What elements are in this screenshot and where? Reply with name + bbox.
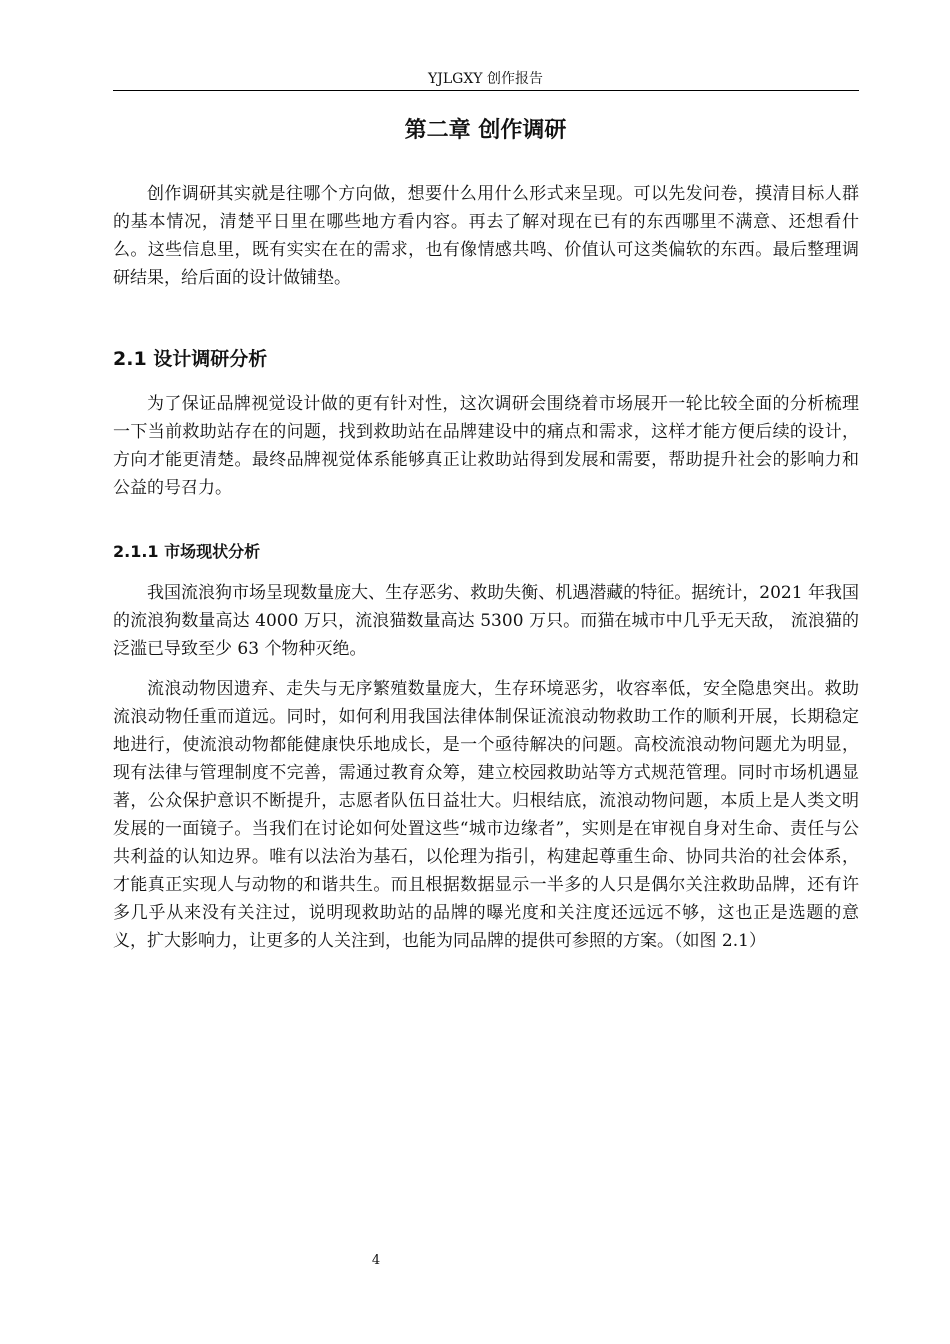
running-header: YJLGXY 创作报告: [428, 71, 543, 87]
market-paragraph-2: 流浪动物因遗弃、走失与无序繁殖数量庞大，生存环境恶劣，收容率低，安全隐患突出。救助流浪动物任重而道远。同时，如何利用我国法律体制保证流浪动物救助工作的顺利开展，长期稳定地进行，使流浪动物都能健康快乐地成长，是一个亟待解决的问题。高校流浪动物问题尤为明显，现有法律与管理制度不完善，需通过教育众筹，建立校园救助站等方式规范管理。同时市场机遇显著，公众保护意识不断提升，志愿者队伍日益壮大。归根结底，流浪动物问题，本质上是人类文明发展的一面镜子。当我们在讨论如何处置这些“城市边缘者”，实则是在审视自身对生命、责任与公共利益的认知边界。唯有以法治为基石，以伦理为指引，构建起尊重生命、协同共治的社会体系，才能真正实现人与动物的和谐共生。而且根据数据显示一半多的人只是偶尔关注救助品牌，还有许多几乎从来没有关注过，说明现救助站的品牌的曝光度和关注度还远远不够，这也正是选题的意义，扩大影响力，让更多的人关注到，也能为同品牌的提供可参照的方案。（如图 2.1）: [113, 679, 859, 951]
header-divider: [113, 90, 859, 91]
intro-paragraph: 创作调研其实就是往哪个方向做，想要什么用什么形式来呈现。可以先发问卷，摸清目标人群的基本情况，清楚平日里在哪些地方看内容。再去了解对现在已有的东西哪里不满意、还想看什么。这些信息里，既有实实在在的需求，也有像情感共鸣、价值认可这类偏软的东西。最后整理调研结果，给后面的设计做铺垫。: [113, 184, 859, 288]
market-paragraph-1: 我国流浪狗市场呈现数量庞大、生存恶劣、救助失衡、机遇潜藏的特征。据统计，2021 年我国的流浪狗数量高达 4000 万只，流浪猫数量高达 5300 万只。而猫在城市中几乎无天敌， 流浪猫的泛滥已导致至少 63 个物种灭绝。: [113, 583, 859, 659]
chapter-title: 第二章 创作调研: [404, 118, 567, 143]
section-2-1-paragraph: 为了保证品牌视觉设计做的更有针对性，这次调研会围绕着市场展开一轮比较全面的分析梳理一下当前救助站存在的问题，找到救助站在品牌建设中的痛点和需求，这样才能方便后续的设计，方向才能更清楚。最终品牌视觉体系能够真正让救助站得到发展和需要，帮助提升社会的影响力和公益的号召力。: [113, 394, 859, 498]
section-heading-2-1: 2.1 设计调研分析: [113, 348, 268, 370]
page-number: 4: [371, 1253, 381, 1268]
section-heading-2-1-1: 2.1.1 市场现状分析: [113, 542, 261, 561]
